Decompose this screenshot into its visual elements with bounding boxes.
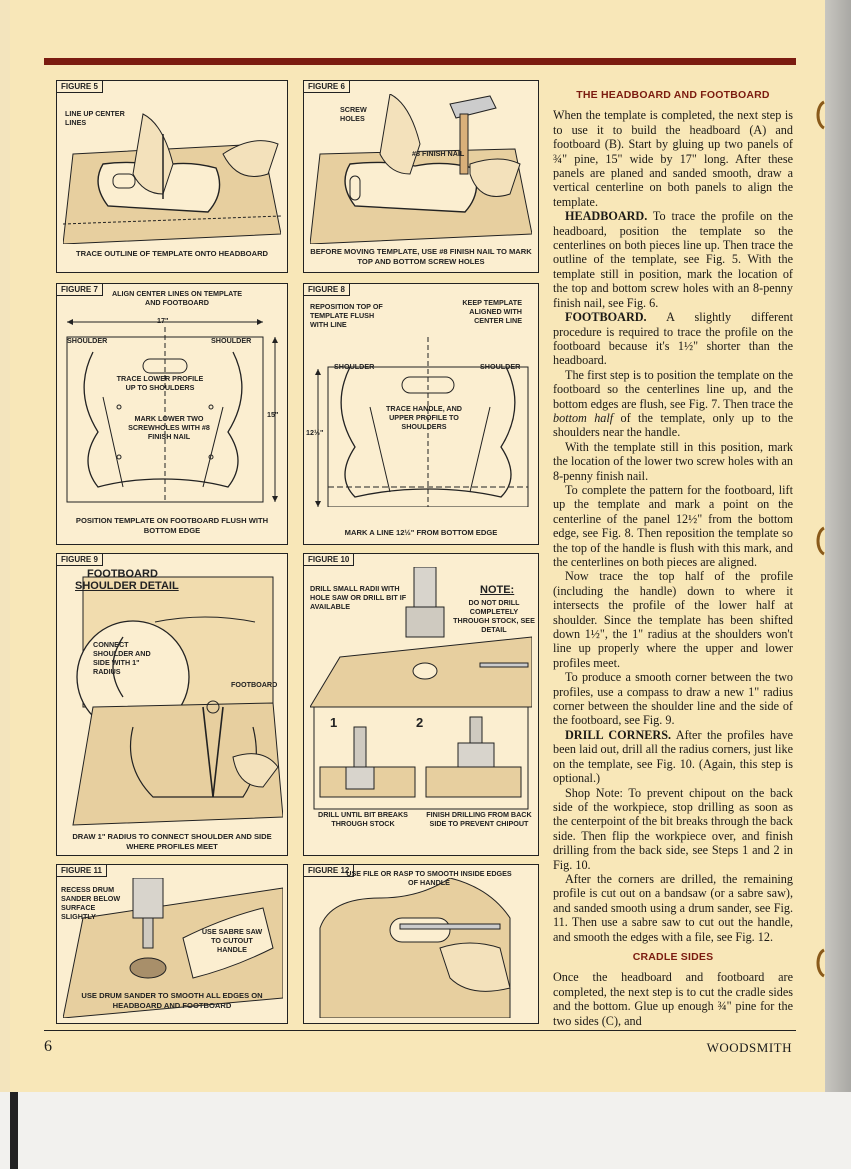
label-shoulder-right: SHOULDER	[211, 336, 252, 345]
figure-caption: TRACE OUTLINE OF TEMPLATE ONTO HEADBOARD	[75, 249, 269, 258]
figure-5	[56, 80, 288, 273]
note-do-not-drill: DO NOT DRILL COMPLETELY THROUGH STOCK, SEE DETAIL	[453, 598, 535, 634]
note-sabre-saw: USE SABRE SAW TO CUTOUT HANDLE	[201, 927, 263, 954]
page-number: 6	[44, 1038, 52, 1055]
note-recess-sander: RECESS DRUM SANDER BELOW SURFACE SLIGHTLY	[61, 885, 121, 921]
figure-9	[56, 553, 288, 856]
paragraph	[553, 368, 793, 440]
note-trace-lower: TRACE LOWER PROFILE UP TO SHOULDERS	[116, 374, 204, 392]
paragraph-text: The first step is to position the template on the footboard so the centerlines line up, and the bottom edges are flush, see Fig. 7. Then trace the	[553, 367, 793, 411]
run-in-head: HEADBOARD.	[565, 209, 648, 224]
file-handle-illustration	[310, 878, 532, 1018]
note-file-rasp: USE FILE OR RASP TO SMOOTH INSIDE EDGES OF HANDLE	[346, 869, 512, 887]
paragraph	[553, 310, 793, 368]
step-2-label: 2	[416, 715, 424, 730]
magazine-name: WOODSMITH	[706, 1040, 792, 1055]
paragraph: After the corners are drilled, the remaining profile is cut out on a bandsaw (or a sabre saw), and sanded smooth using a drum sander, see Fig. 11. Then use a sabre saw to cut out the handle, and smooth the edges with a file, see Fig. 12.	[553, 871, 793, 944]
scan-background	[0, 1092, 851, 1169]
figure-caption: BEFORE MOVING TEMPLATE, USE #8 FINISH NAIL TO MARK TOP AND BOTTOM SCREW HOLES	[310, 247, 532, 266]
paragraph-text: A slightly different procedure is required to trace the profile on the footboard because it's 1½" shorter than the headboard.	[553, 310, 793, 368]
heading-shoulder-detail: SHOULDER DETAIL	[75, 580, 179, 592]
figure-label: FIGURE 7	[57, 284, 103, 296]
figure-11	[56, 864, 288, 1024]
figure-label: FIGURE 5	[57, 81, 103, 93]
dimension-height: 12½"	[306, 428, 324, 437]
figure-label: FIGURE 6	[304, 81, 350, 93]
note-finish-nail: #8 FINISH NAIL	[412, 149, 465, 158]
figure-caption: POSITION TEMPLATE ON FOOTBOARD FLUSH WITH BOTTOM EDGE	[75, 516, 269, 535]
figure-label: FIGURE 12	[304, 865, 354, 877]
label-footboard: FOOTBOARD	[231, 680, 278, 689]
paragraph	[553, 728, 793, 786]
figure-12	[303, 864, 539, 1024]
heading-cradle-sides: CRADLE SIDES	[632, 950, 714, 963]
note-align-center: ALIGN CENTER LINES ON TEMPLATE AND FOOTBOARD	[111, 289, 243, 307]
label-shoulder-right: SHOULDER	[480, 362, 521, 371]
figure-label: FIGURE 9	[57, 554, 103, 566]
paragraph-text: To trace the profile on the headboard, position the template so the centerlines on both pieces line up. Then trace the outline of the template, see Fig. 5. With the template still in position, mark the location of the top and bottom screw holes with an 8-penny finish nail, see Fig. 6.	[553, 209, 793, 310]
dimension-width: 17"	[157, 316, 169, 325]
note-reposition-top: REPOSITION TOP OF TEMPLATE FLUSH WITH LINE	[310, 302, 383, 329]
paragraph: Now trace the top half of the profile (including the handle) down to where it intersects the profile of the lower half at shoulder. Since the template has been shifted down 1½", the 1" radius at the shoulders won't line up properly where the upper and lower profiles meet.	[553, 569, 793, 670]
heading-footboard: FOOTBOARD	[87, 568, 158, 580]
note-drill-small-radii: DRILL SMALL RADII WITH HOLE SAW OR DRILL BIT IF AVAILABLE	[310, 584, 407, 611]
label-shoulder-left: SHOULDER	[334, 362, 375, 371]
run-in-head: DRILL CORNERS.	[565, 727, 672, 742]
heading-headboard-footboard: THE HEADBOARD AND FOOTBOARD	[576, 89, 770, 101]
emphasis: bottom half	[553, 410, 614, 425]
figure-caption: DRAW 1" RADIUS TO CONNECT SHOULDER AND SIDE WHERE PROFILES MEET	[72, 832, 272, 851]
paragraph: When the template is completed, the next step is to use it to build the headboard (A) and footboard (B). Start by gluing up two panels of ¾" pine, 15" wide by 17" long. After these panels are planed and sanded smooth, draw a vertical centerline on both panels to align the template.	[553, 108, 793, 209]
paragraph: To produce a smooth corner between the two profiles, use a compass to draw a new 1" radius corner between the shoulder line and the side of the footboard, see Fig. 9.	[553, 670, 793, 728]
note-finish-drilling: FINISH DRILLING FROM BACK SIDE TO PREVENT CHIPOUT	[426, 810, 532, 828]
binding-edge	[825, 0, 851, 1092]
note-screw-holes: SCREW HOLES	[340, 105, 367, 123]
dimension-height: 15"	[267, 410, 279, 419]
label-shoulder-left: SHOULDER	[67, 336, 108, 345]
figure-caption: USE DRUM SANDER TO SMOOTH ALL EDGES ON HEADBOARD AND FOOTBOARD	[81, 991, 263, 1010]
run-in-head: FOOTBOARD.	[565, 310, 647, 325]
top-rule	[44, 58, 796, 65]
binder-hole-icon	[812, 526, 826, 556]
paragraph: Shop Note: To prevent chipout on the back side of the workpiece, stop drilling as soon as the centerpoint of the bit breaks through the back side. Then flip the workpiece over, and finish drilling from the back side, see Steps 1 and 2 in Fig. 10.	[553, 785, 793, 872]
figure-label: FIGURE 8	[304, 284, 350, 296]
paragraph-text: After the profiles have been laid out, drill all the radius corners, just like on the template, see Fig. 10. (Again, this step is optional.)	[553, 727, 793, 786]
article-column	[553, 88, 793, 1028]
note-line-up: LINE UP CENTER LINES	[65, 109, 125, 127]
paragraph-text: of the template, only up to the shoulders near the handle.	[553, 410, 793, 440]
footboard-template-diagram	[63, 297, 283, 507]
figure-10	[303, 553, 539, 856]
figure-label: FIGURE 11	[57, 865, 107, 877]
note-connect-radius: CONNECT SHOULDER AND SIDE WITH 1" RADIUS	[93, 640, 151, 676]
binder-hole-icon	[812, 100, 826, 130]
scan-edge	[10, 1092, 18, 1169]
figure-caption: MARK A LINE 12½" FROM BOTTOM EDGE	[344, 528, 498, 537]
figure-label: FIGURE 10	[304, 554, 354, 566]
note-trace-handle: TRACE HANDLE, AND UPPER PROFILE TO SHOULDERS	[386, 404, 462, 431]
figure-8	[303, 283, 539, 545]
note-mark-screwholes: MARK LOWER TWO SCREWHOLES WITH #8 FINISH NAIL	[128, 414, 210, 441]
step-1-label: 1	[330, 715, 338, 730]
paragraph: With the template still in this position, mark the location of the lower two screw holes with an 8-penny finish nail.	[553, 439, 793, 483]
footer-rule	[44, 1030, 796, 1031]
figure-6	[303, 80, 539, 273]
heading-note: NOTE:	[480, 584, 515, 596]
note-keep-aligned: KEEP TEMPLATE ALIGNED WITH CENTER LINE	[462, 298, 522, 325]
shoulder-detail-illustration	[63, 567, 283, 827]
paragraph: To complete the pattern for the footboard, lift up the template and mark a point on the centerline of the panel 12½" from the bottom edge, see Fig. 8. Then reposition the template so the top of the handle is flush with this mark, and the centerlines on both pieces are aligned.	[553, 482, 793, 569]
paragraph: Once the headboard and footboard are completed, the next step is to cut the cradle sides and the bottom. Glue up enough ¾" pine for the two sides (C), and	[553, 970, 793, 1028]
paragraph	[553, 209, 793, 310]
figure-7	[56, 283, 288, 545]
note-drill-until: DRILL UNTIL BIT BREAKS THROUGH STOCK	[318, 810, 408, 828]
binder-hole-icon	[812, 948, 826, 978]
